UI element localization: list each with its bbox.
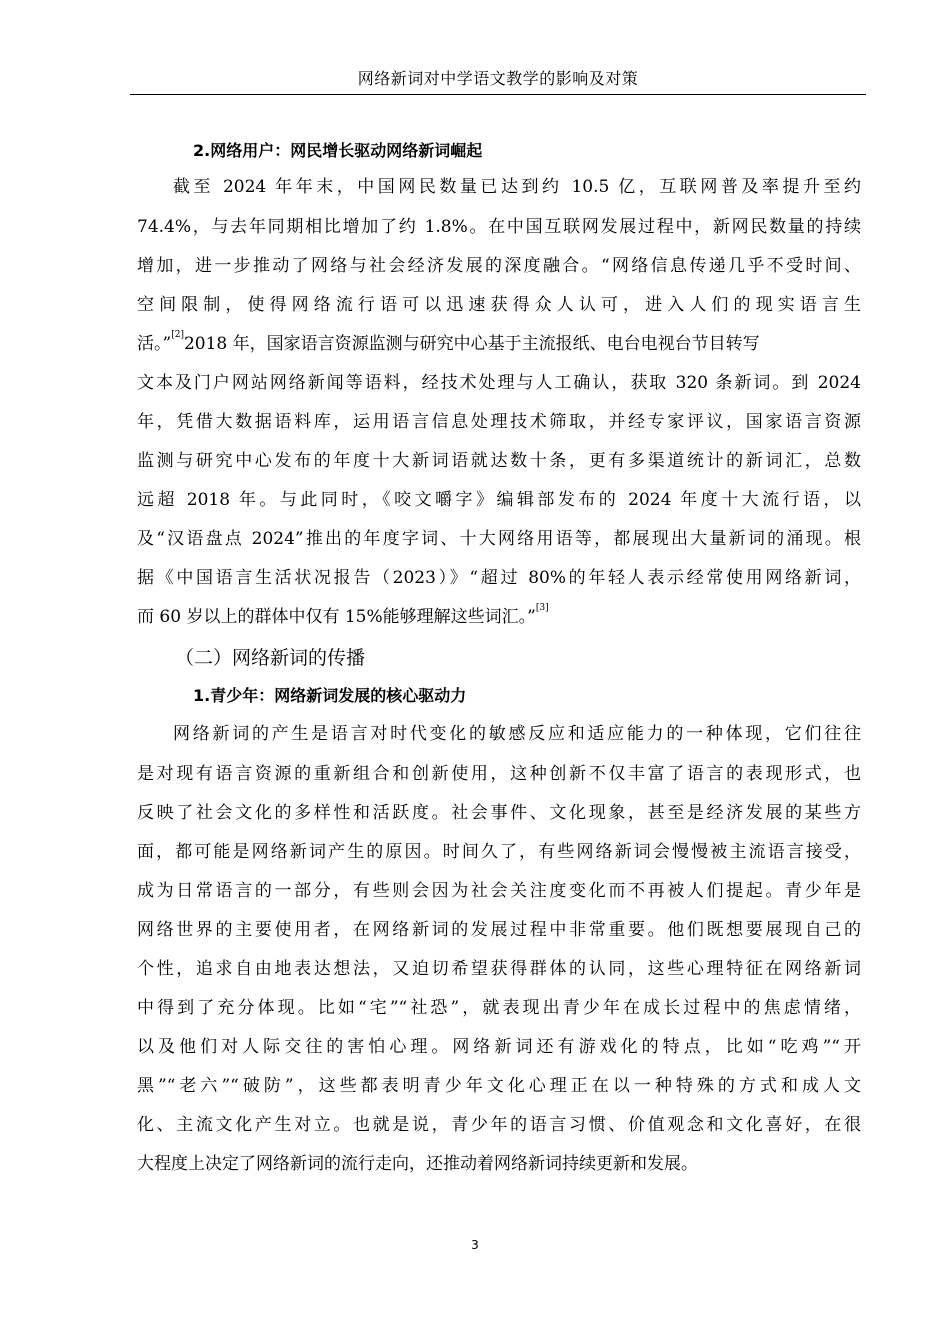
paragraph-line xyxy=(137,329,861,359)
paragraph-line: 以及他们对人际交往的害怕心理。网络新词还有游戏化的特点，比如“吃鸡”“开 xyxy=(137,1037,861,1057)
line-text: 而 60 岁以上的群体中仅有 15%能够理解这些词汇。” xyxy=(137,607,536,627)
section-heading-spread: （二）网络新词的传播 xyxy=(175,647,366,669)
paragraph-line: 据《中国语言生活状况报告（2023）》“超过 80%的年轻人表示经常使用网络新词， xyxy=(137,568,861,588)
line-rest: 2018 年，国家语言资源监测与研究中心基于主流报纸、电台电视台节目转写 xyxy=(183,334,760,354)
paragraph-line: 74.4%，与去年同期相比增加了约 1.8%。在中国互联网发展过程中，新网民数量的持续 xyxy=(137,217,861,237)
quote-end: 活。” xyxy=(137,334,172,354)
citation-2[interactable]: [2] xyxy=(171,330,184,340)
paragraph-line: 及“汉语盘点 2024”推出的年度字词、十大网络用语等，都展现出大量新词的涌现。根 xyxy=(137,529,861,549)
paragraph-line: 增加，进一步推动了网络与社会经济发展的深度融合。“网络信息传递几乎不受时间、 xyxy=(137,256,861,276)
paragraph-line: 成为日常语言的一部分，有些则会因为社会关注度变化而不再被人们提起。青少年是 xyxy=(137,881,861,901)
paragraph-line: 监测与研究中心发布的年度十大新词语就达数十条，更有多渠道统计的新词汇，总数 xyxy=(137,451,861,471)
paragraph-line xyxy=(137,602,861,632)
citation-3[interactable]: [3] xyxy=(535,603,549,613)
subsection-heading-users: 2.网络用户：网民增长驱动网络新词崛起 xyxy=(193,141,483,160)
paragraph-line: 截至 2024 年年末，中国网民数量已达到约 10.5 亿，互联网普及率提升至约 xyxy=(173,177,861,197)
paragraph-line: 网络世界的主要使用者，在网络新词的发展过程中非常重要。他们既想要展现自己的 xyxy=(137,920,861,940)
paragraph-line: 化、主流文化产生对立。也就是说，青少年的语言习惯、价值观念和文化喜好，在很 xyxy=(137,1115,861,1135)
page-number: 3 xyxy=(471,1238,479,1252)
paragraph-line: 面，都可能是网络新词产生的原因。时间久了，有些网络新词会慢慢被主流语言接受， xyxy=(137,842,861,862)
paragraph-line: 反映了社会文化的多样性和活跃度。社会事件、文化现象，甚至是经济发展的某些方 xyxy=(137,803,861,823)
paragraph-line: 是对现有语言资源的重新组合和创新使用，这种创新不仅丰富了语言的表现形式，也 xyxy=(137,764,861,784)
paragraph-line: 大程度上决定了网络新词的流行走向，还推动着网络新词持续更新和发展。 xyxy=(137,1154,698,1174)
paragraph-line: 黑”“老六”“破防”，这些都表明青少年文化心理正在以一种特殊的方式和成人文 xyxy=(137,1076,861,1096)
paragraph-line: 空间限制，使得网络流行语可以迅速获得众人认可，进入人们的现实语言生 xyxy=(137,295,861,315)
paragraph-line: 网络新词的产生是语言对时代变化的敏感反应和适应能力的一种体现，它们往往 xyxy=(173,724,861,744)
paragraph-line: 个性，追求自由地表达想法，又迫切希望获得群体的认同，这些心理特征在网络新词 xyxy=(137,959,861,979)
running-header: 网络新词对中学语文教学的影响及对策 xyxy=(130,66,866,95)
paragraph-line: 文本及门户网站网络新闻等语料，经技术处理与人工确认，获取 320 条新词。到 2024 xyxy=(137,373,861,393)
paragraph-line: 中得到了充分体现。比如“宅”“社恐”，就表现出青少年在成长过程中的焦虑情绪， xyxy=(137,998,861,1018)
paragraph-line: 年，凭借大数据语料库，运用语言信息处理技术筛取，并经专家评议，国家语言资源 xyxy=(137,412,861,432)
subsection-heading-youth: 1.青少年：网络新词发展的核心驱动力 xyxy=(193,686,467,705)
paragraph-line: 远超 2018 年。与此同时，《咬文嚼字》编辑部发布的 2024 年度十大流行语，以 xyxy=(137,490,861,510)
